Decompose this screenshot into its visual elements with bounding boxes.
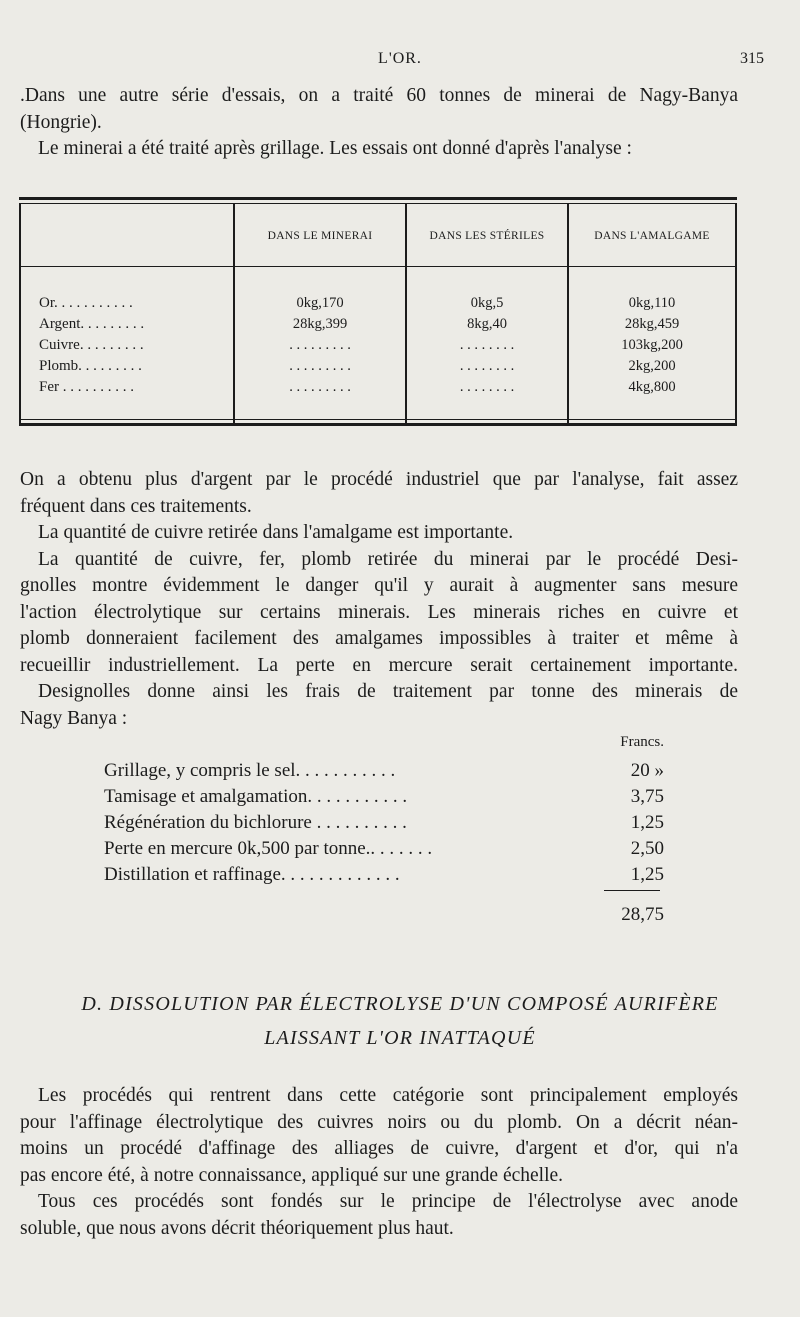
cost-total: 28,75: [621, 904, 664, 925]
cost-row: [104, 838, 664, 864]
header-amalgame: DANS L'AMALGAME: [594, 230, 710, 242]
row-label-or: Or. . . . . . . . . . .: [39, 295, 133, 311]
section-heading-line2: LAISSANT L'OR INATTAQUÉ: [264, 1027, 536, 1049]
cell-steriles: . . . . . . . .: [459, 358, 515, 374]
text-line: recueillir industriellement. La perte en mercure serait certainement importante.: [20, 654, 738, 676]
row-label-argent: Argent. . . . . . . . .: [39, 316, 145, 332]
table-bottom-rule-thin: [19, 419, 737, 420]
row-label-plomb: Plomb. . . . . . . . .: [39, 358, 142, 374]
cell-steriles: 0kg,5: [470, 295, 504, 311]
running-title: L'OR.: [378, 50, 422, 67]
table-top-rule-thin: [19, 203, 737, 204]
cell-minerai: . . . . . . . . .: [289, 379, 351, 395]
text-line: (Hongrie).: [20, 111, 102, 133]
text-line: l'action électrolytique sur certains minerais. Les minerais riches en cuivre et: [20, 601, 738, 623]
table-left-border: [19, 203, 21, 423]
text-line: pour l'affinage électrolytique des cuivres noirs ou du plomb. On a décrit néan-: [20, 1111, 738, 1133]
cost-value: 2,50: [630, 838, 664, 859]
cost-label: Grillage, y compris le sel. . . . . . . . . . .: [104, 760, 396, 781]
table-bottom-rule: [19, 423, 737, 426]
text-line: Tous ces procédés sont fondés sur le principe de l'électrolyse avec anode: [38, 1191, 738, 1212]
discussion-paragraph: [20, 467, 738, 732]
section-paragraph: [20, 1083, 738, 1242]
cell-amalgame: 28kg,459: [624, 316, 680, 332]
cost-label: Perte en mercure 0k,500 par tonne.. . . . . . .: [104, 838, 433, 859]
text-line: soluble, que nous avons décrit théoriquement plus haut.: [20, 1217, 454, 1239]
currency-unit: Francs.: [620, 734, 664, 750]
cost-row: [104, 812, 664, 838]
cell-amalgame: 2kg,200: [628, 358, 676, 374]
page-number: 315: [740, 50, 764, 67]
cell-minerai: 0kg,170: [296, 295, 344, 311]
row-label-cuivre: Cuivre. . . . . . . . .: [39, 337, 144, 353]
cell-amalgame: 0kg,110: [628, 295, 676, 311]
header-minerai: DANS LE MINERAI: [267, 230, 373, 242]
cost-label: Distillation et raffinage. . . . . . . . . . . . .: [104, 864, 400, 885]
table-right-border: [735, 203, 737, 423]
section-heading-line1: D. DISSOLUTION PAR ÉLECTROLYSE D'UN COMPOSÉ AURIFÈRE: [81, 993, 719, 1015]
cost-value: 1,25: [630, 864, 664, 885]
text-line: Designolles donne ainsi les frais de traitement par tonne des minerais de: [38, 681, 738, 702]
cost-value: 1,25: [630, 812, 664, 833]
assay-table: [19, 197, 737, 427]
cost-label: Tamisage et amalgamation. . . . . . . . . . .: [104, 786, 408, 807]
header-steriles: DANS LES STÉRILES: [429, 230, 545, 242]
text-line: Les procédés qui rentrent dans cette catégorie sont principalement employés: [38, 1085, 738, 1106]
cell-minerai: . . . . . . . . .: [289, 358, 351, 374]
text-line: Nagy Banya :: [20, 707, 128, 729]
row-label-fer: Fer . . . . . . . . . .: [39, 379, 134, 395]
cell-minerai: 28kg,399: [292, 316, 348, 332]
cell-minerai: . . . . . . . . .: [289, 337, 351, 353]
text-line: On a obtenu plus d'argent par le procédé industriel que par l'analyse, fait assez: [20, 469, 738, 490]
cost-row: [104, 760, 664, 786]
text-line: Le minerai a été traité après grillage. Les essais ont donné d'après l'analyse :: [38, 138, 632, 159]
text-line: pas encore été, à notre connaissance, appliqué sur une grande échelle.: [20, 1164, 564, 1186]
cell-steriles: . . . . . . . .: [459, 337, 515, 353]
total-rule: [604, 890, 660, 891]
text-line: fréquent dans ces traitements.: [20, 495, 252, 517]
running-head: [0, 48, 800, 72]
header-rule: [19, 266, 737, 267]
cost-row: [104, 786, 664, 812]
text-line: moins un procédé d'affinage des alliages de cuivre, d'argent et d'or, qui n'a: [20, 1138, 738, 1159]
cost-row: [104, 864, 664, 890]
cell-steriles: . . . . . . . .: [459, 379, 515, 395]
text-line: La quantité de cuivre, fer, plomb retirée du minerai par le procédé Desi-: [38, 548, 738, 570]
cost-value: 20 »: [630, 760, 664, 781]
text-line: gnolles montre évidemment le danger qu'il y aurait à augmenter sans mesure: [20, 575, 738, 596]
intro-paragraph: [20, 83, 738, 163]
text-line: plomb donneraient facilement des amalgames impossibles à traiter et même à: [20, 628, 738, 649]
cost-label: Régénération du bichlorure . . . . . . . . . .: [104, 812, 407, 833]
cell-steriles: 8kg,40: [467, 316, 507, 332]
text-line: .Dans une autre série d'essais, on a traité 60 tonnes de minerai de Nagy-Banya: [20, 85, 738, 106]
cell-amalgame: 103kg,200: [621, 337, 683, 353]
text-line: La quantité de cuivre retirée dans l'amalgame est importante.: [38, 522, 514, 543]
cost-total-row: [104, 904, 664, 930]
cost-value: 3,75: [630, 786, 664, 807]
cell-amalgame: 4kg,800: [628, 379, 676, 395]
table-top-rule: [19, 197, 737, 200]
